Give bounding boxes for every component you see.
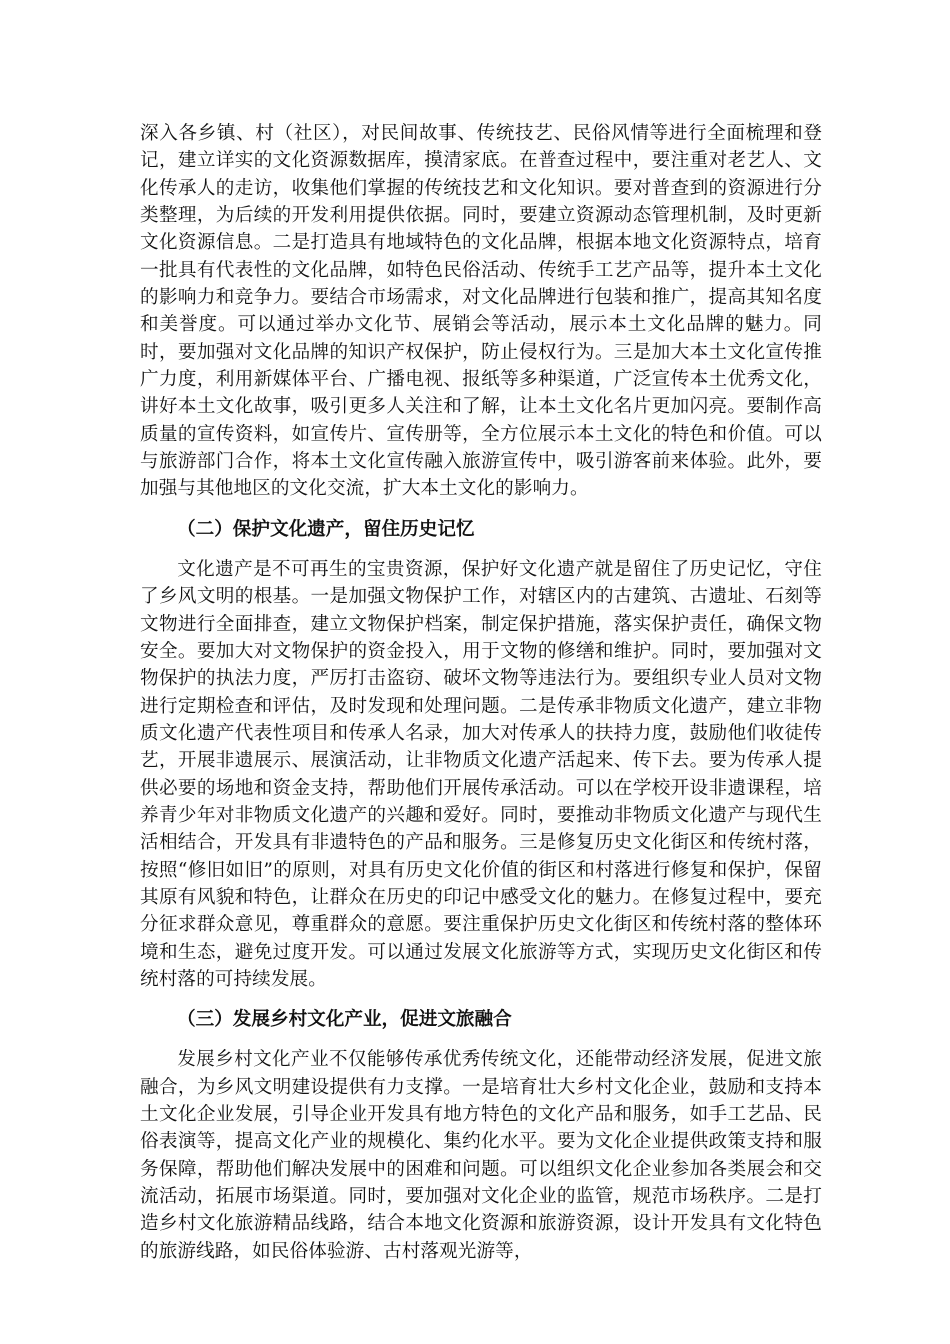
document-page (140, 120, 822, 1265)
paragraph-continued: 深入各乡镇、村（社区），对民间故事、传统技艺、民俗风情等进行全面梳理和登记，建立详实的文化资源数据库，摸清家底。在普查过程中，要注重对老艺人、文化传承人的走访，收集他们掌握的传统技艺和文化知识。要对普查到的资源进行分类整理，为后续的开发利用提供依据。同时，要建立资源动态管理机制，及时更新文化资源信息。二是打造具有地域特色的文化品牌，根据本地文化资源特点，培育一批具有代表性的文化品牌，如特色民俗活动、传统手工艺产品等，提升本土文化的影响力和竞争力。要结合市场需求，对文化品牌进行包装和推广，提高其知名度和美誉度。可以通过举办文化节、展销会等活动，展示本土文化品牌的魅力。同时，要加强对文化品牌的知识产权保护，防止侵权行为。三是加大本土文化宣传推广力度，利用新媒体平台、广播电视、报纸等多种渠道，广泛宣传本土优秀文化，讲好本土文化故事，吸引更多人关注和了解，让本土文化名片更加闪亮。要制作高质量的宣传资料，如宣传片、宣传册等，全方位展示本土文化的特色和价值。可以与旅游部门合作，将本土文化宣传融入旅游宣传中，吸引游客前来体验。此外，要加强与其他地区的文化交流，扩大本土文化的影响力。 (140, 123, 822, 500)
section-3-paragraph: 发展乡村文化产业不仅能够传承优秀传统文化，还能带动经济发展，促进文旅融合，为乡风文明建设提供有力支撑。一是培育壮大乡村文化企业，鼓励和支持本土文化企业发展，引导企业开发具有地方特色的文化产品和服务，如手工艺品、民俗表演等，提高文化产业的规模化、集约化水平。要为文化企业提供政策支持和服务保障，帮助他们解决发展中的困难和问题。可以组织文化企业参加各类展会和交流活动，拓展市场渠道。同时，要加强对文化企业的监管，规范市场秩序。二是打造乡村文化旅游精品线路，结合本地文化资源和旅游资源，设计开发具有文化特色的旅游线路，如民俗体验游、古村落观光游等， (140, 1049, 822, 1262)
section-heading-2: （二）保护文化遗产，留住历史记忆 (177, 518, 475, 540)
section-2-paragraph: 文化遗产是不可再生的宝贵资源，保护好文化遗产就是留住了历史记忆，守住了乡风文明的根基。一是加强文物保护工作，对辖区内的古建筑、古遗址、石刻等文物进行全面排查，建立文物保护档案，制定保护措施，落实保护责任，确保文物安全。要加大对文物保护的资金投入，用于文物的修缮和维护。同时，要加强对文物保护的执法力度，严厉打击盗窃、破坏文物等违法行为。要组织专业人员对文物进行定期检查和评估，及时发现和处理问题。二是传承非物质文化遗产，建立非物质文化遗产代表性项目和传承人名录，加大对传承人的扶持力度，鼓励他们收徒传艺，开展非遗展示、展演活动，让非物质文化遗产活起来、传下去。要为传承人提供必要的场地和资金支持，帮助他们开展传承活动。可以在学校开设非遗课程，培养青少年对非物质文化遗产的兴趣和爱好。同时，要推动非物质文化遗产与现代生活相结合，开发具有非遗特色的产品和服务。三是修复历史文化街区和传统村落，按照“修旧如旧”的原则，对具有历史文化价值的街区和村落进行修复和保护，保留其原有风貌和特色，让群众在历史的印记中感受文化的魅力。在修复过程中，要充分征求群众意见，尊重群众的意愿。要注重保护历史文化街区和传统村落的整体环境和生态，避免过度开发。可以通过发展文化旅游等方式，实现历史文化街区和传统村落的可持续发展。 (140, 558, 822, 990)
section-heading-3: （三）发展乡村文化产业，促进文旅融合 (177, 1009, 512, 1031)
